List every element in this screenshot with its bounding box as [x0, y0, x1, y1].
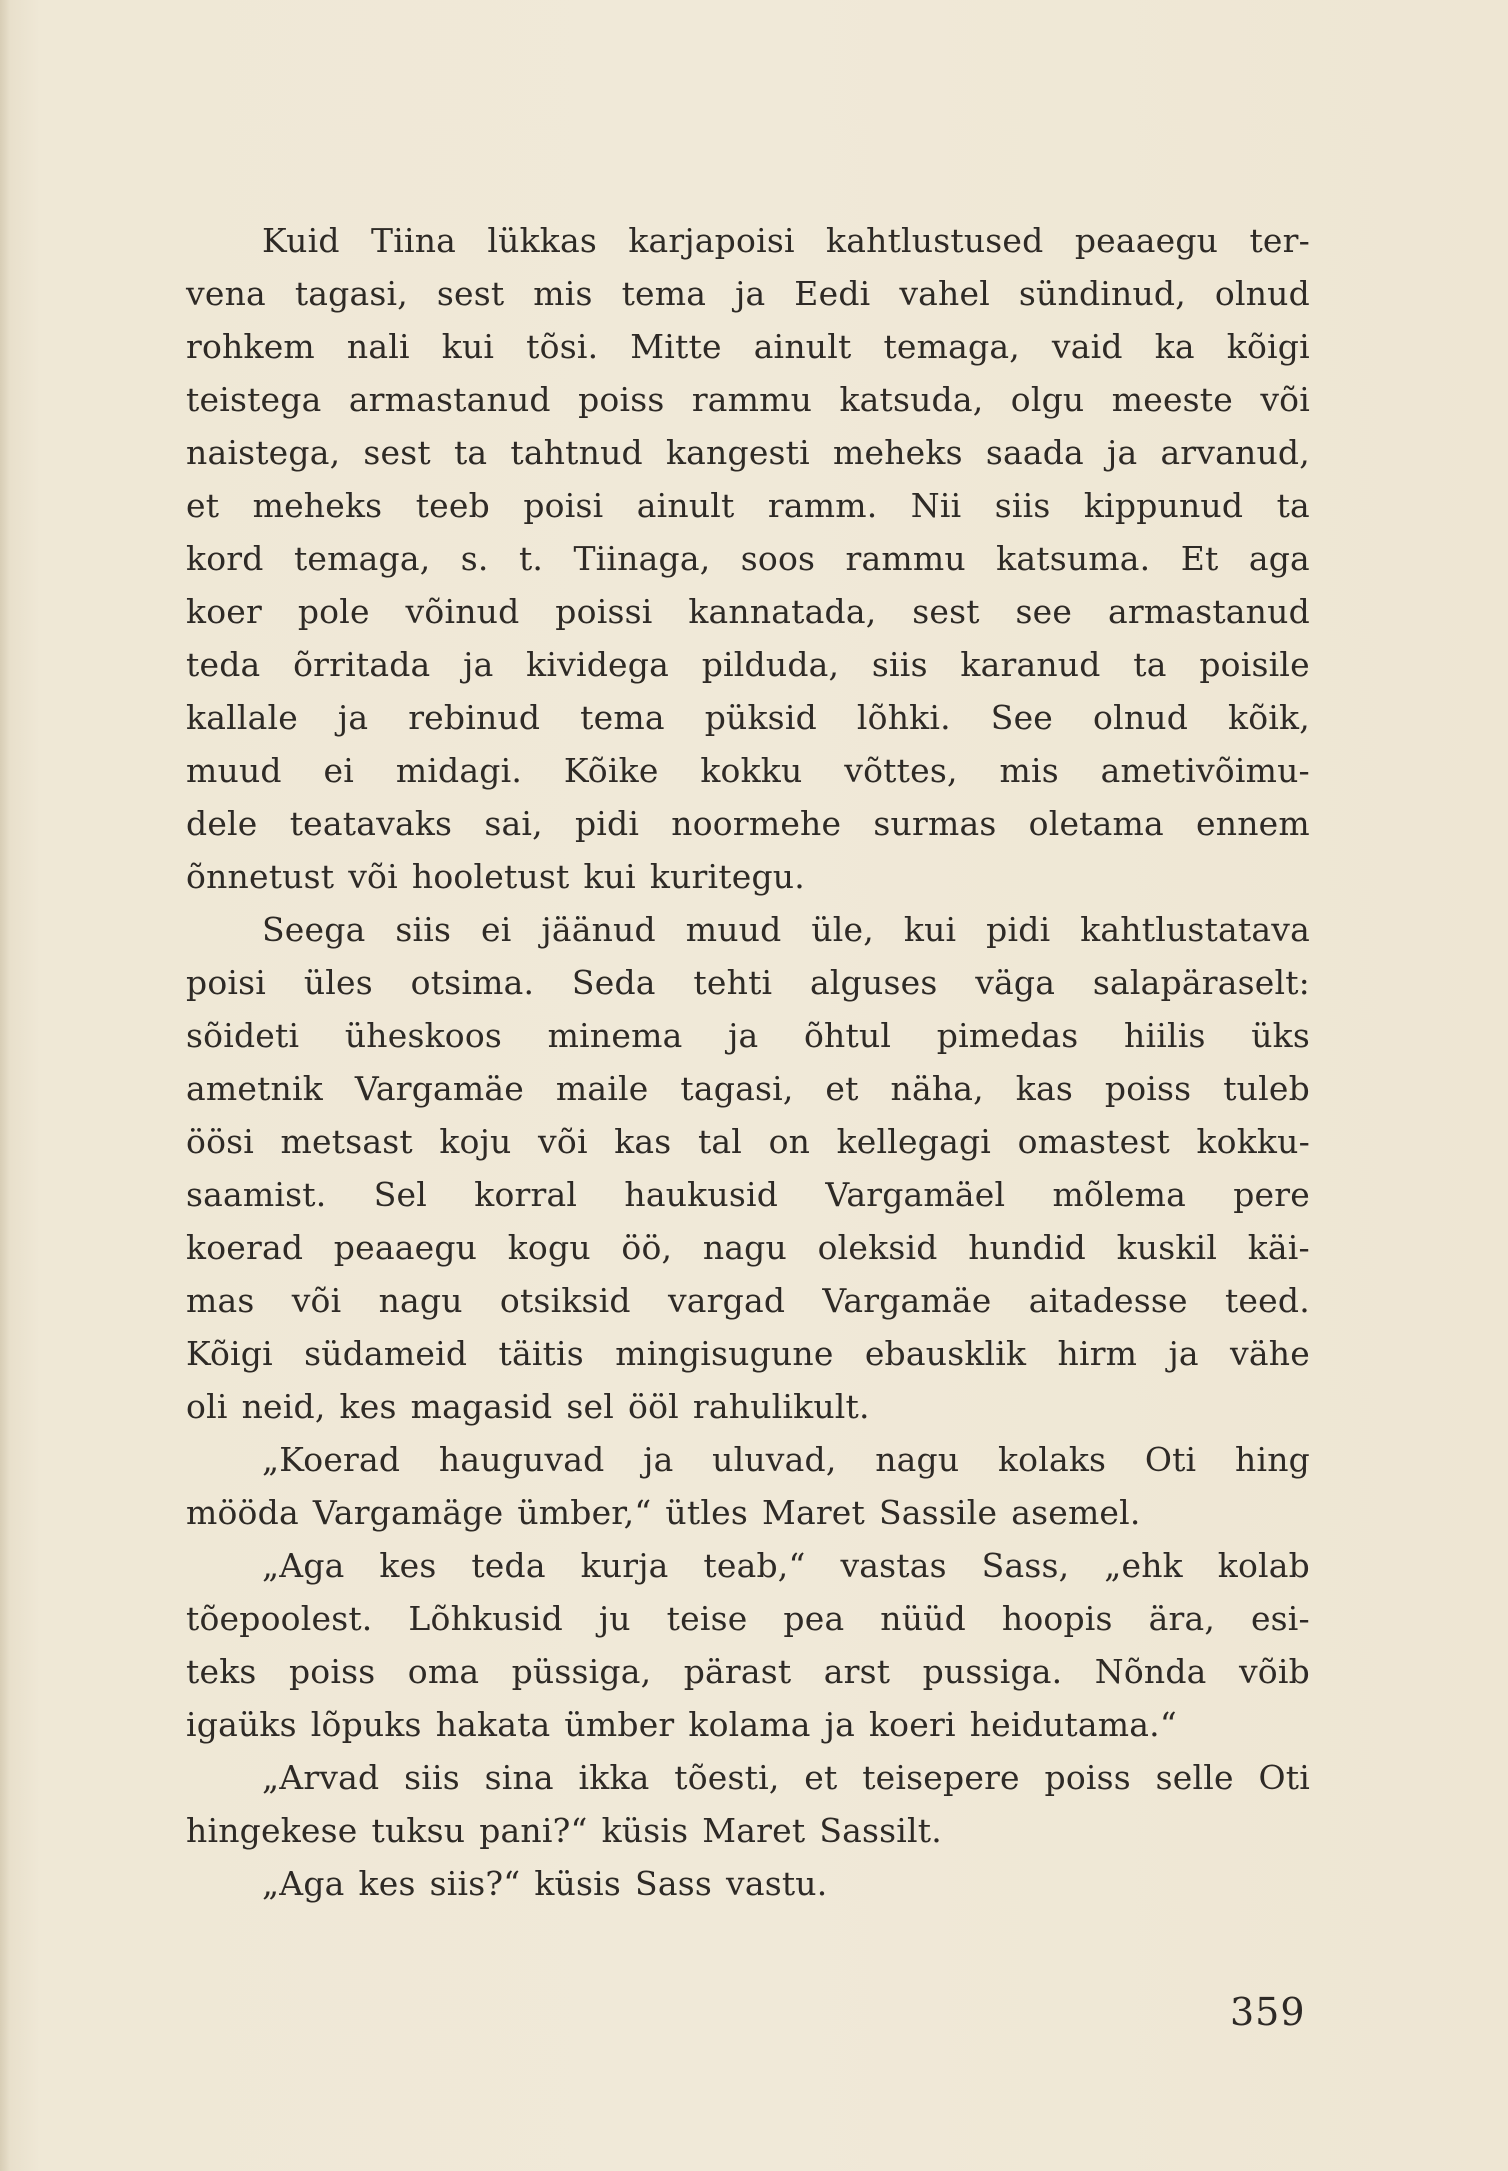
text-line: kallale ja rebinud tema püksid lõhki. See olnud kõik, — [186, 698, 1310, 737]
page-binding-edge — [0, 0, 10, 2171]
text-line: rohkem nali kui tõsi. Mitte ainult temaga, vaid ka kõigi — [186, 327, 1310, 366]
paragraph — [186, 1857, 1310, 1910]
text-line: „Aga kes teda kurja teab,“ vastas Sass, „ehk kolab — [262, 1546, 1310, 1585]
text-line: koer pole võinud poissi kannatada, sest see armastanud — [186, 592, 1310, 631]
text-line: Kuid Tiina lükkas karjapoisi kahtlustused peaaegu ter- — [262, 221, 1310, 260]
text-line: sõideti üheskoos minema ja õhtul pimedas hiilis üks — [186, 1016, 1310, 1055]
text-line: kord temaga, s. t. Tiinaga, soos rammu katsuma. Et aga — [186, 539, 1310, 578]
text-line: koerad peaaegu kogu öö, nagu oleksid hundid kuskil käi- — [186, 1228, 1310, 1267]
text-line: teks poiss oma püssiga, pärast arst pussiga. Nõnda võib — [186, 1652, 1310, 1691]
text-line: teda õrritada ja kividega pilduda, siis karanud ta poisile — [186, 645, 1310, 684]
text-line: oli neid, kes magasid sel ööl rahulikult. — [186, 1387, 870, 1426]
text-line: mööda Vargamäge ümber,“ ütles Maret Sassile asemel. — [186, 1493, 1141, 1532]
paragraph — [186, 1433, 1310, 1539]
text-line: hingekese tuksu pani?“ küsis Maret Sassilt. — [186, 1811, 942, 1850]
text-line: teistega armastanud poiss rammu katsuda, olgu meeste või — [186, 380, 1310, 419]
text-line: õnnetust või hooletust kui kuritegu. — [186, 857, 805, 896]
text-line: mas või nagu otsiksid vargad Vargamäe aitadesse teed. — [186, 1281, 1310, 1320]
paragraph — [186, 1539, 1310, 1751]
text-line: poisi üles otsima. Seda tehti alguses väga salapäraselt: — [186, 963, 1310, 1002]
text-line: „Arvad siis sina ikka tõesti, et teisepere poiss selle Oti — [262, 1758, 1310, 1797]
text-line: saamist. Sel korral haukusid Vargamäel mõlema pere — [186, 1175, 1310, 1214]
text-line: ametnik Vargamäe maile tagasi, et näha, kas poiss tuleb — [186, 1069, 1310, 1108]
text-line: et meheks teeb poisi ainult ramm. Nii siis kippunud ta — [186, 486, 1310, 525]
text-line: „Koerad hauguvad ja uluvad, nagu kolaks Oti hing — [262, 1440, 1310, 1479]
text-line: Seega siis ei jäänud muud üle, kui pidi kahtlustatava — [262, 910, 1310, 949]
text-line: igaüks lõpuks hakata ümber kolama ja koeri heidutama.“ — [186, 1705, 1177, 1744]
text-line: tõepoolest. Lõhkusid ju teise pea nüüd hoopis ära, esi- — [186, 1599, 1310, 1638]
text-line: „Aga kes siis?“ küsis Sass vastu. — [262, 1864, 828, 1903]
body-text — [186, 214, 1310, 1910]
text-line: dele teatavaks sai, pidi noormehe surmas oletama ennem — [186, 804, 1310, 843]
text-line: muud ei midagi. Kõike kokku võttes, mis ametivõimu- — [186, 751, 1310, 790]
text-line: öösi metsast koju või kas tal on kellegagi omastest kokku- — [186, 1122, 1310, 1161]
text-line: Kõigi südameid täitis mingisugune ebausklik hirm ja vähe — [186, 1334, 1310, 1373]
paragraph — [186, 1751, 1310, 1857]
paragraph — [186, 903, 1310, 1433]
text-line: naistega, sest ta tahtnud kangesti meheks saada ja arvanud, — [186, 433, 1310, 472]
page-number: 359 — [1230, 1990, 1306, 2034]
paragraph — [186, 214, 1310, 903]
text-line: vena tagasi, sest mis tema ja Eedi vahel sündinud, olnud — [186, 274, 1310, 313]
